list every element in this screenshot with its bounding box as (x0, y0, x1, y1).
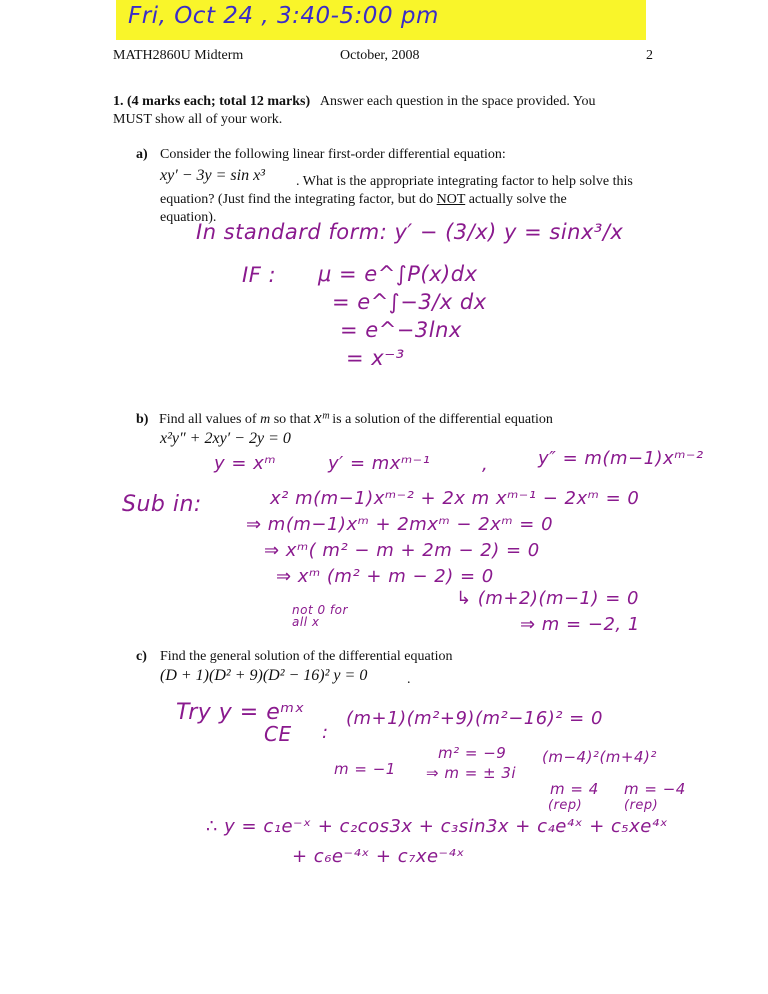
course-title: MATH2860U Midterm (113, 48, 244, 63)
part-c-rep-2: (rep) (624, 798, 659, 813)
part-b-label: b) (136, 412, 149, 427)
part-c-root-4: m = 4 (550, 780, 599, 798)
part-c-period: . (407, 672, 411, 687)
part-b-trial: y = xᵐ (214, 453, 277, 474)
part-c-root-1: m = −1 (334, 760, 396, 778)
part-b-answer: ⇒ m = −2, 1 (520, 614, 640, 635)
part-c-ce-label: CE (264, 722, 292, 746)
part-b-sub-in: Sub in: (122, 492, 202, 517)
part-c-try: Try y = eᵐˣ (176, 700, 305, 725)
part-a-prompt-2-text: equation? (Just find the integrating factor, but do (160, 192, 434, 207)
part-c-complex-roots: ⇒ m = ± 3i (426, 764, 517, 782)
part-b-text-2: so that (273, 412, 311, 427)
part-b-factored: ↳ (m+2)(m−1) = 0 (456, 588, 640, 609)
part-a-prompt-1: . What is the appropriate integrating factor to help solve this (296, 174, 633, 189)
page-number: 2 (646, 48, 653, 63)
part-c-ce-colon: : (322, 722, 329, 743)
part-a-mu-definition: μ = e^∫P(x)dx (318, 262, 478, 286)
part-a-step-1: = e^∫−3/x dx (332, 290, 487, 314)
part-a-prompt-3: actually solve the (468, 192, 567, 207)
part-b-text-3: is a solution of the differential equation (332, 412, 553, 427)
question-1-instructions-2: MUST show all of your work. (113, 112, 283, 127)
part-b-text (136, 409, 553, 429)
part-b-m: m (260, 412, 271, 427)
part-a-equation: xy′ − 3y = sin x³ (160, 167, 265, 184)
part-b-step-2: ⇒ xᵐ( m² − m + 2m − 2) = 0 (264, 540, 540, 561)
part-a-prompt-2 (160, 191, 567, 209)
question-1-header (113, 93, 673, 111)
part-a-standard-form: In standard form: y′ − (3/x) y = sinx³/x (196, 220, 624, 244)
part-c-label: c) (136, 649, 147, 664)
part-b-first-derivative: y′ = mxᵐ⁻¹ (328, 453, 431, 474)
part-c-rep-1: (rep) (548, 798, 583, 813)
part-a-text: Consider the following linear first-order differential equation: (160, 147, 506, 162)
part-b-equation: x²y″ + 2xy′ − 2y = 0 (160, 430, 291, 447)
part-c-characteristic-equation: (m+1)(m²+9)(m²−16)² = 0 (346, 708, 603, 729)
exam-date: October, 2008 (340, 48, 420, 63)
part-a-not: NOT (436, 192, 466, 207)
part-c-equation: (D + 1)(D² + 9)(D² − 16)² y = 0 (160, 667, 368, 684)
part-b-comma: , (482, 454, 489, 475)
part-a-step-2: = e^−3lnx (340, 318, 462, 342)
part-b-not-zero-note: not 0 for all x (292, 603, 348, 629)
part-b-substituted: x² m(m−1)xᵐ⁻² + 2x m xᵐ⁻¹ − 2xᵐ = 0 (270, 488, 640, 509)
part-c-general-solution: ∴ y = c₁e⁻ˣ + c₂cos3x + c₃sin3x + c₄e⁴ˣ + c₅xe⁴ˣ (206, 816, 669, 837)
part-b-second-derivative: y″ = m(m−1)xᵐ⁻² (538, 448, 704, 469)
part-b-xm: xᵐ (314, 408, 329, 427)
question-1-instructions: Answer each question in the space provided. You (319, 94, 596, 109)
part-a-prompt-4: equation). (160, 210, 217, 225)
part-b-step-3: ⇒ xᵐ (m² + m − 2) = 0 (276, 566, 494, 587)
part-b-text-1: Find all values of (158, 412, 257, 427)
part-c-text: Find the general solution of the differential equation (160, 649, 453, 664)
part-b-step-1: ⇒ m(m−1)xᵐ + 2mxᵐ − 2xᵐ = 0 (246, 514, 554, 535)
part-a-label: a) (136, 147, 148, 162)
part-c-root-neg-4: m = −4 (624, 780, 686, 798)
handwritten-exam-date: Fri, Oct 24 , 3:40-5:00 pm (128, 3, 439, 29)
part-c-factored: (m−4)²(m+4)² (542, 748, 657, 766)
part-c-general-solution-2: + c₆e⁻⁴ˣ + c₇xe⁻⁴ˣ (292, 846, 465, 867)
part-c-m-squared: m² = −9 (438, 744, 507, 762)
part-a-if-label: IF : (242, 263, 277, 287)
part-a-result: = x⁻³ (346, 346, 405, 370)
question-1-number: 1. (4 marks each; total 12 marks) (113, 94, 311, 109)
